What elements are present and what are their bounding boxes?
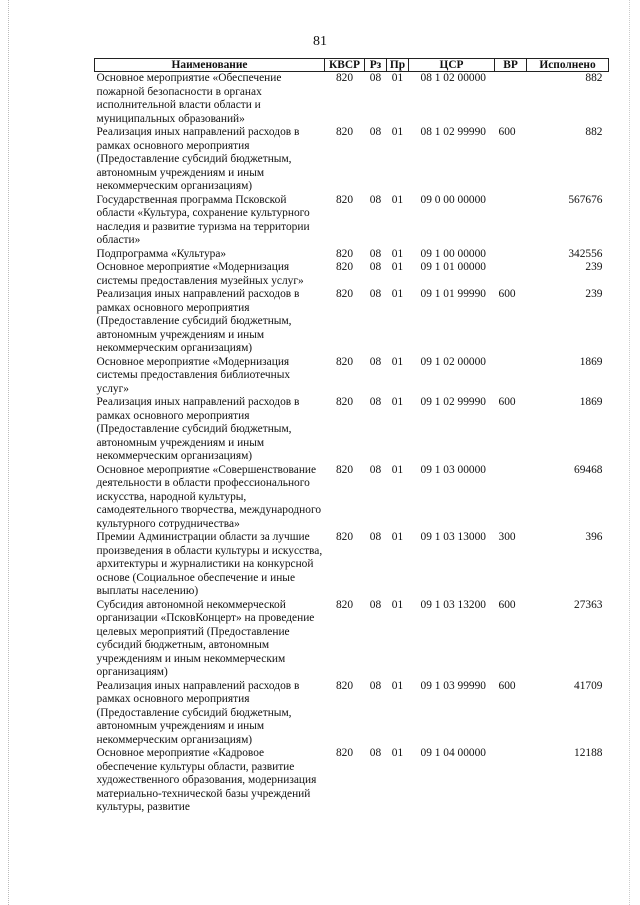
- table-row: [95, 599, 609, 680]
- cell-isp: 1869: [579, 396, 603, 408]
- cell-vr: [495, 356, 527, 397]
- cell-rz: 08: [369, 72, 382, 84]
- cell-pr: 01: [391, 355, 404, 368]
- cell-rz: 08: [369, 247, 382, 260]
- cell-csr: 09 1 01 99990: [420, 288, 486, 300]
- cell-name: Подпрограмма «Культура»: [96, 247, 227, 260]
- header-isp: Исполнено: [527, 59, 609, 72]
- cell-kvsr: 820: [335, 396, 354, 408]
- table-row: [95, 126, 609, 194]
- cell-name: Государственная программа Псковской области «Культура, сохранение культурного наследия и развитие туризма на территории области»: [96, 193, 310, 246]
- cell-csr: 09 1 03 00000: [420, 463, 486, 476]
- cell-kvsr: 820: [335, 126, 354, 138]
- header-rz: Рз: [365, 59, 387, 72]
- cell-rz: 08: [369, 193, 382, 206]
- header-pr: Пр: [387, 59, 409, 72]
- cell-csr: 09 1 03 13000: [420, 531, 486, 543]
- cell-isp: 882: [585, 72, 603, 84]
- cell-kvsr: 820: [335, 463, 354, 476]
- table-row: [95, 680, 609, 748]
- table-row: [95, 248, 609, 262]
- cell-name: Основное мероприятие «Обеспечение пожарной безопасности в органах исполнительной власти области и муниципальных образований»: [96, 72, 282, 125]
- cell-kvsr: 820: [335, 72, 354, 84]
- cell-name: Реализация иных направлений расходов в рамках основного мероприятия (Предоставление субсидий бюджетным, автономным учреждениям и иным некоммерческим организациям): [96, 679, 300, 746]
- cell-pr: 01: [391, 747, 404, 759]
- table-header-row: [95, 59, 609, 72]
- cell-csr: 08 1 02 99990: [420, 126, 486, 138]
- table-row: [95, 531, 609, 599]
- cell-vr: 300: [498, 531, 516, 543]
- scan-edge-left: [8, 0, 11, 905]
- cell-vr: 600: [498, 679, 516, 692]
- cell-pr: 01: [391, 463, 404, 476]
- cell-csr: 09 1 03 99990: [420, 679, 486, 692]
- cell-rz: 08: [369, 288, 382, 300]
- cell-vr: [495, 464, 527, 532]
- cell-vr: [495, 747, 527, 815]
- cell-kvsr: 820: [335, 747, 354, 759]
- table-row: [95, 194, 609, 248]
- cell-pr: 01: [391, 193, 404, 206]
- cell-pr: 01: [391, 531, 404, 543]
- cell-rz: 08: [369, 679, 382, 692]
- cell-name: Основное мероприятие «Кадровое обеспечение культуры области, развитие художественного образования, модернизация материально-технической базы учреждений культуры, развитие: [96, 747, 317, 813]
- cell-rz: 08: [369, 396, 382, 408]
- cell-csr: 09 1 01 00000: [420, 261, 486, 273]
- cell-csr: 09 1 04 00000: [420, 747, 486, 759]
- cell-csr: 09 1 02 99990: [420, 396, 486, 408]
- scan-edge-right: [629, 0, 632, 905]
- cell-pr: 01: [391, 72, 404, 84]
- cell-isp: 239: [585, 261, 603, 273]
- cell-isp: 1869: [579, 355, 603, 368]
- cell-name: Реализация иных направлений расходов в рамках основного мероприятия (Предоставление субсидий бюджетным, автономным учреждениям и иным некоммерческим организациям): [96, 396, 300, 462]
- cell-rz: 08: [369, 355, 382, 368]
- cell-kvsr: 820: [335, 355, 354, 368]
- cell-pr: 01: [391, 261, 404, 273]
- cell-csr: 08 1 02 00000: [420, 72, 486, 84]
- cell-name: Премии Администрации области за лучшие произведения в области культуры и искусства, архитектуры и журналистики на конкурсной основе (Социальное обеспечение и иные выплаты населению): [96, 531, 323, 597]
- cell-name: Реализация иных направлений расходов в рамках основного мероприятия (Предоставление субсидий бюджетным, автономным учреждениям и иным некоммерческим организациям): [96, 126, 300, 192]
- cell-isp: 882: [585, 126, 603, 138]
- cell-pr: 01: [391, 396, 404, 408]
- cell-isp: 27363: [574, 598, 603, 611]
- cell-kvsr: 820: [335, 288, 354, 300]
- cell-isp: 396: [585, 531, 603, 543]
- cell-name: Субсидия автономной некоммерческой организации «ПсковКонцерт» на проведение целевых мероприятий (Предоставление субсидий бюджетным, автономным учреждениям и иным некоммерческим организациям): [96, 598, 315, 678]
- cell-csr: 09 0 00 00000: [420, 193, 486, 206]
- header-name: Наименование: [95, 59, 325, 72]
- cell-vr: [495, 248, 527, 262]
- header-kvsr: КВСР: [325, 59, 365, 72]
- cell-isp: 239: [585, 288, 603, 300]
- cell-rz: 08: [369, 463, 382, 476]
- cell-vr: 600: [498, 288, 516, 300]
- header-vr: ВР: [495, 59, 527, 72]
- cell-csr: 09 1 03 13200: [420, 598, 486, 611]
- cell-rz: 08: [369, 261, 382, 273]
- cell-isp: 12188: [574, 747, 603, 759]
- cell-vr: 600: [498, 396, 516, 408]
- cell-pr: 01: [391, 598, 404, 611]
- cell-kvsr: 820: [335, 261, 354, 273]
- cell-rz: 08: [369, 747, 382, 759]
- cell-kvsr: 820: [335, 247, 354, 260]
- cell-pr: 01: [391, 126, 404, 138]
- header-csr: ЦСР: [409, 59, 495, 72]
- cell-vr: [495, 261, 527, 288]
- cell-csr: 09 1 02 00000: [420, 355, 486, 368]
- cell-vr: [495, 194, 527, 248]
- cell-kvsr: 820: [335, 531, 354, 543]
- budget-table: [94, 58, 609, 815]
- table-row: [95, 396, 609, 464]
- cell-isp: 342556: [568, 247, 603, 260]
- cell-name: Реализация иных направлений расходов в рамках основного мероприятия (Предоставление субсидий бюджетным, автономным учреждениям и иным некоммерческим организациям): [96, 288, 300, 354]
- table-row: [95, 464, 609, 532]
- cell-csr: 09 1 00 00000: [420, 247, 486, 260]
- cell-pr: 01: [391, 247, 404, 260]
- cell-vr: 600: [498, 598, 516, 611]
- cell-isp: 69468: [574, 463, 603, 476]
- cell-pr: 01: [391, 679, 404, 692]
- table-row: [95, 288, 609, 356]
- table-row: [95, 261, 609, 288]
- cell-kvsr: 820: [335, 598, 354, 611]
- table-row: [95, 72, 609, 127]
- cell-kvsr: 820: [335, 193, 354, 206]
- table-row: [95, 356, 609, 397]
- cell-vr: [495, 72, 527, 127]
- cell-isp: 567676: [568, 193, 603, 206]
- cell-pr: 01: [391, 288, 404, 300]
- cell-name: Основное мероприятие «Совершенствование деятельности в области профессионального искусства, народной культуры, самодеятельного творчества, международного культурного сотрудничества»: [96, 463, 322, 530]
- table-row: [95, 747, 609, 815]
- cell-rz: 08: [369, 598, 382, 611]
- cell-vr: 600: [498, 126, 516, 138]
- cell-name: Основное мероприятие «Модернизация системы предоставления библиотечных услуг»: [96, 355, 291, 395]
- cell-name: Основное мероприятие «Модернизация системы предоставления музейных услуг»: [96, 261, 304, 287]
- cell-rz: 08: [369, 126, 382, 138]
- cell-kvsr: 820: [335, 679, 354, 692]
- cell-rz: 08: [369, 531, 382, 543]
- page-number: 81: [313, 34, 327, 49]
- cell-isp: 41709: [574, 679, 603, 692]
